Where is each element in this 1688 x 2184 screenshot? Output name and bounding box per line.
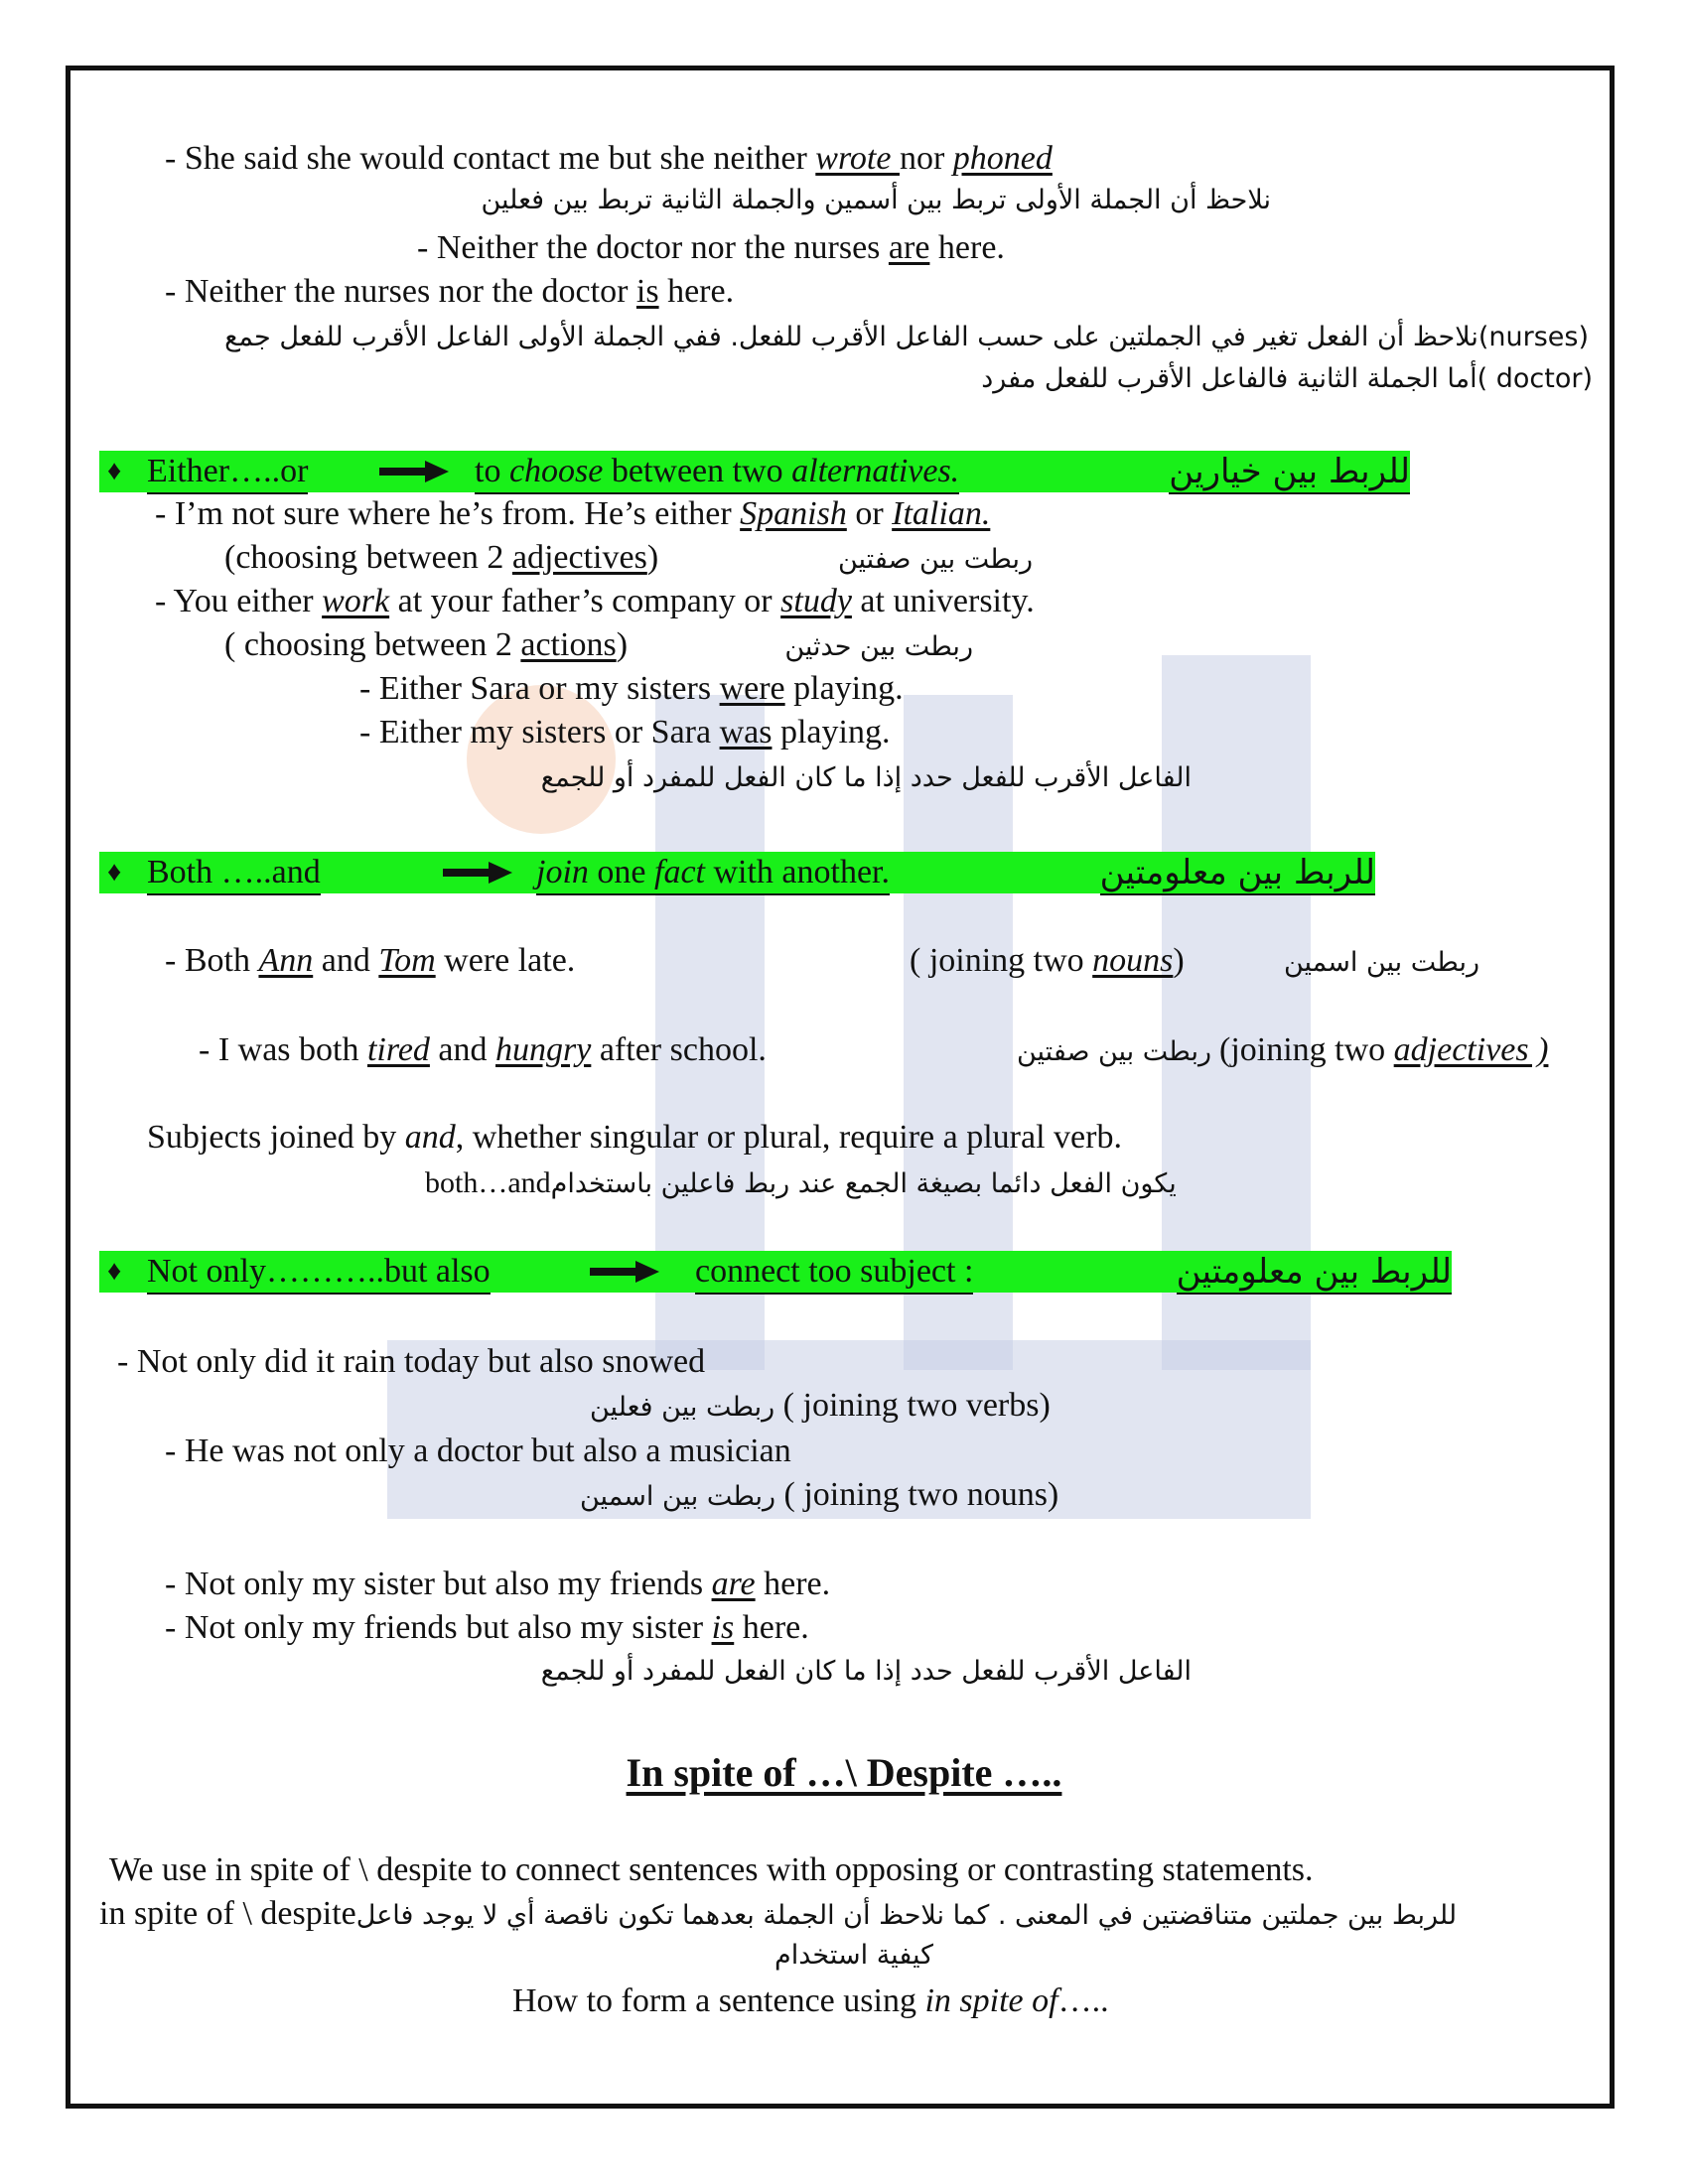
either-example-2: - You either work at your father’s company or study at university. <box>155 583 1035 619</box>
both-example-2-note: (joining two adjectives ) <box>1219 1031 1549 1068</box>
not-only-description: connect too subject : <box>695 1251 973 1295</box>
both-and-description: join one fact with another. <box>536 852 890 895</box>
either-example-1-note: (choosing between 2 adjectives) <box>224 539 659 576</box>
neither-arabic-note-3: (doctor )أما الجملة الثانية فالفاعل الأقرب للفعل مفرد <box>981 363 1593 394</box>
not-only-highlight-band <box>99 1251 1452 1293</box>
diamond-bullet-icon: ♦ <box>107 456 122 486</box>
not-only-example-1: - Not only did it rain today but also snowed <box>117 1343 706 1380</box>
either-arabic-note: الفاعل الأقرب للفعل حدد إذا ما كان الفعل للمفرد أو للجمع <box>540 762 1192 793</box>
neither-example-3: - Neither the nurses nor the doctor is here. <box>165 273 735 310</box>
either-example-1-arabic: ربطت بين صفتين <box>837 544 1033 575</box>
either-example-1: - I’m not sure where he’s from. He’s either Spanish or Italian. <box>155 495 991 532</box>
both-example-1-note: ( joining two nouns) <box>910 942 1185 979</box>
not-only-label: Not only………..but also <box>147 1251 491 1295</box>
neither-example-2: - Neither the doctor nor the nurses are here. <box>417 229 1005 266</box>
right-arrow-icon <box>590 1261 659 1283</box>
either-or-arabic: للربط بين خيارين <box>1169 451 1410 494</box>
neither-arabic-note-1: نلاحظ أن الجملة الأولى تربط بين أسمين والجملة الثانية تربط بين فعلين <box>481 185 1271 215</box>
both-and-label: Both …..and <box>147 852 321 895</box>
neither-example-1: - She said she would contact me but she neither wrote nor phoned <box>165 140 1053 177</box>
not-only-arabic: للربط بين معلومتين <box>1177 1251 1452 1295</box>
despite-intro: We use in spite of \ despite to connect sentences with opposing or contrasting statements. <box>109 1851 1314 1888</box>
both-and-highlight-band <box>99 852 1375 893</box>
either-example-2-arabic: ربطت بين حدثين <box>784 631 973 662</box>
both-example-2-arabic: ربطت بين صفتين <box>1016 1036 1211 1067</box>
both-example-1: - Both Ann and Tom were late. <box>165 942 576 979</box>
not-only-example-4: - Not only my friends but also my sister is here. <box>165 1609 809 1646</box>
both-example-1-arabic: ربطت بين اسمين <box>1283 947 1479 978</box>
neither-arabic-note-2: (nurses)نلاحظ أن الفعل تغير في الجملتين على حسب الفاعل الأقرب للفعل. ففي الجملة الأولى الفاعل الأقرب للفعل جمع <box>224 322 1589 352</box>
not-only-example-2: - He was not only a doctor but also a musician <box>165 1433 791 1469</box>
not-only-example-1-note: ربطت بين فعلين ( joining two verbs) <box>590 1387 1051 1424</box>
not-only-arabic-note: الفاعل الأقرب للفعل حدد إذا ما كان الفعل للمفرد أو للجمع <box>540 1656 1192 1687</box>
not-only-example-3: - Not only my sister but also my friends are here. <box>165 1566 831 1602</box>
both-rule-arabic: both…andيكون الفعل دائما بصيغة الجمع عند ربط فاعلين باستخدام <box>425 1166 1177 1199</box>
either-example-3: - Either Sara or my sisters were playing. <box>359 670 904 707</box>
both-example-2: - I was both tired and hungry after school. <box>199 1031 767 1068</box>
either-example-4: - Either my sisters or Sara was playing. <box>359 714 891 751</box>
either-or-highlight-band <box>99 451 1410 492</box>
despite-arabic-line-2: كيفية استخدام <box>774 1940 933 1971</box>
diamond-bullet-icon: ♦ <box>107 857 122 887</box>
diamond-bullet-icon: ♦ <box>107 1256 122 1287</box>
both-rule: Subjects joined by and, whether singular or plural, require a plural verb. <box>147 1119 1122 1156</box>
either-or-label: Either…..or <box>147 451 308 494</box>
despite-heading: In spite of …\ Despite ….. <box>626 1750 1062 1795</box>
despite-how-to: How to form a sentence using in spite of….. <box>512 1982 1109 2019</box>
not-only-example-2-note: ربطت بين اسمين ( joining two nouns) <box>580 1476 1059 1513</box>
right-arrow-icon <box>443 862 512 884</box>
either-example-2-note: ( choosing between 2 actions) <box>224 626 629 663</box>
either-or-description: to choose between two alternatives. <box>475 451 959 494</box>
both-and-arabic: للربط بين معلومتين <box>1100 852 1375 895</box>
despite-arabic-line: in spite of \ despiteللربط بين جملتين متناقضتين في المعنى . كما نلاحظ أن الجملة بعدهما تكون ناقصة أي لا يوجد فاعل <box>99 1895 1458 1932</box>
right-arrow-icon <box>379 461 449 482</box>
